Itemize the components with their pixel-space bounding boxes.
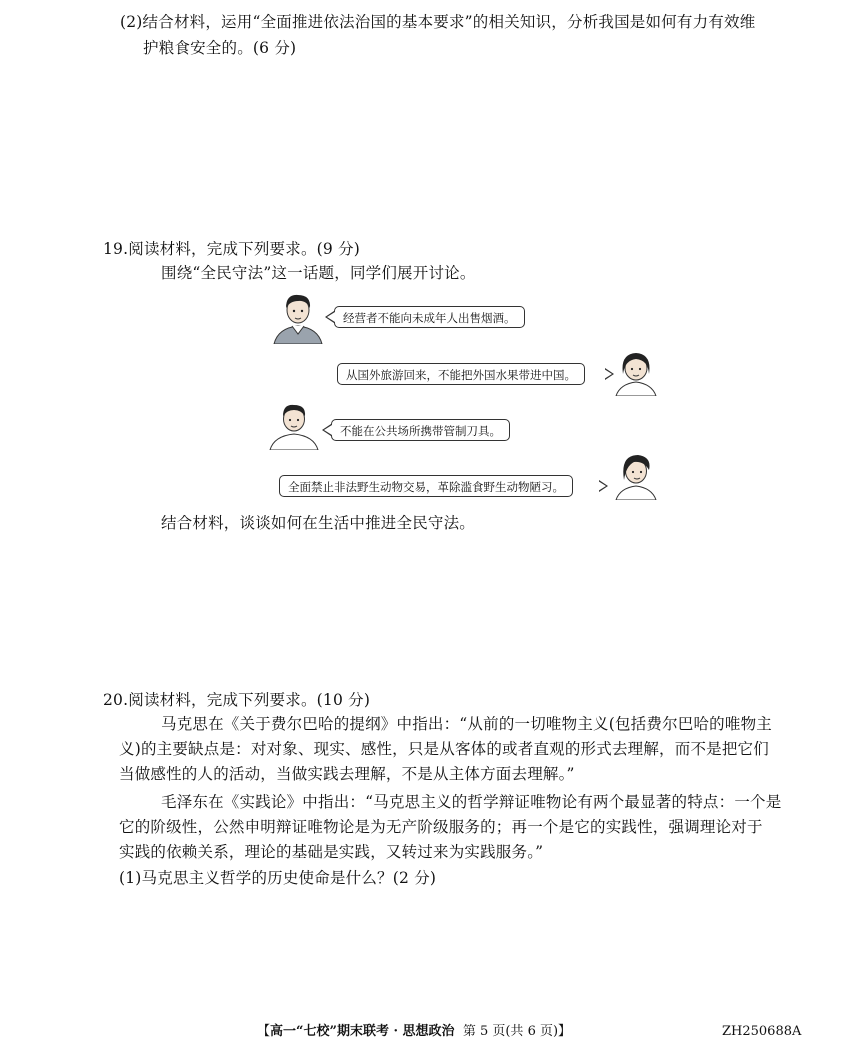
q19-intro: 围绕“全民守法”这一话题，同学们展开讨论。 bbox=[161, 264, 476, 282]
speech-bubble-2: 从国外旅游回来，不能把外国水果带进中国。 bbox=[337, 363, 585, 385]
q20-para2-line2: 它的阶级性，公然申明辩证唯物论是为无产阶级服务的；再一个是它的实践性，强调理论对于 bbox=[119, 818, 763, 836]
q18-part2-line2: 护粮食安全的。(6 分) bbox=[143, 39, 297, 57]
boy-student-avatar-2 bbox=[266, 400, 322, 450]
boy-student-avatar-1 bbox=[270, 290, 326, 344]
speech-bubble-1: 经营者不能向未成年人出售烟酒。 bbox=[334, 306, 525, 328]
girl-student-avatar-2 bbox=[610, 450, 662, 500]
page-footer bbox=[257, 1023, 571, 1041]
girl-student-avatar-1 bbox=[610, 348, 662, 396]
q20-para1-line3: 当做感性的人的活动，当做实践去理解，不是从主体方面去理解。” bbox=[119, 765, 575, 783]
footer-exam-name: 高一“七校”期末联考 · 思想政治 bbox=[270, 1024, 455, 1039]
q20-para1-line1: 马克思在《关于费尔巴哈的提纲》中指出：“从前的一切唯物主义(包括费尔巴哈的唯物主 bbox=[161, 715, 772, 733]
q20-para2-line3: 实践的依赖关系，理论的基础是实践，又转过来为实践服务。” bbox=[119, 843, 544, 861]
footer-bracket-open: 【 bbox=[257, 1024, 271, 1039]
q19-heading: 19.阅读材料，完成下列要求。(9 分) bbox=[103, 240, 361, 258]
q20-para2-line1: 毛泽东在《实践论》中指出：“马克思主义的哲学辩证唯物论有两个最显著的特点：一个是 bbox=[161, 793, 782, 811]
footer-code: ZH250688A bbox=[722, 1024, 802, 1039]
q20-para1-line2: 义)的主要缺点是：对对象、现实、感性，只是从客体的或者直观的形式去理解，而不是把它们 bbox=[119, 740, 769, 758]
q19-task: 结合材料，谈谈如何在生活中推进全民守法。 bbox=[161, 514, 476, 532]
speech-bubble-3: 不能在公共场所携带管制刀具。 bbox=[331, 419, 510, 441]
q20-part1: (1)马克思主义哲学的历史使命是什么？(2 分) bbox=[119, 869, 437, 887]
speech-bubble-4: 全面禁止非法野生动物交易，革除滥食野生动物陋习。 bbox=[279, 475, 573, 497]
q18-part2-line1: (2)结合材料，运用“全面推进依法治国的基本要求”的相关知识，分析我国是如何有力有效维 bbox=[120, 13, 756, 31]
footer-bracket-close: 】 bbox=[558, 1024, 572, 1039]
q20-heading: 20.阅读材料，完成下列要求。(10 分) bbox=[103, 691, 371, 709]
footer-page-info: 第 5 页(共 6 页) bbox=[462, 1024, 559, 1039]
